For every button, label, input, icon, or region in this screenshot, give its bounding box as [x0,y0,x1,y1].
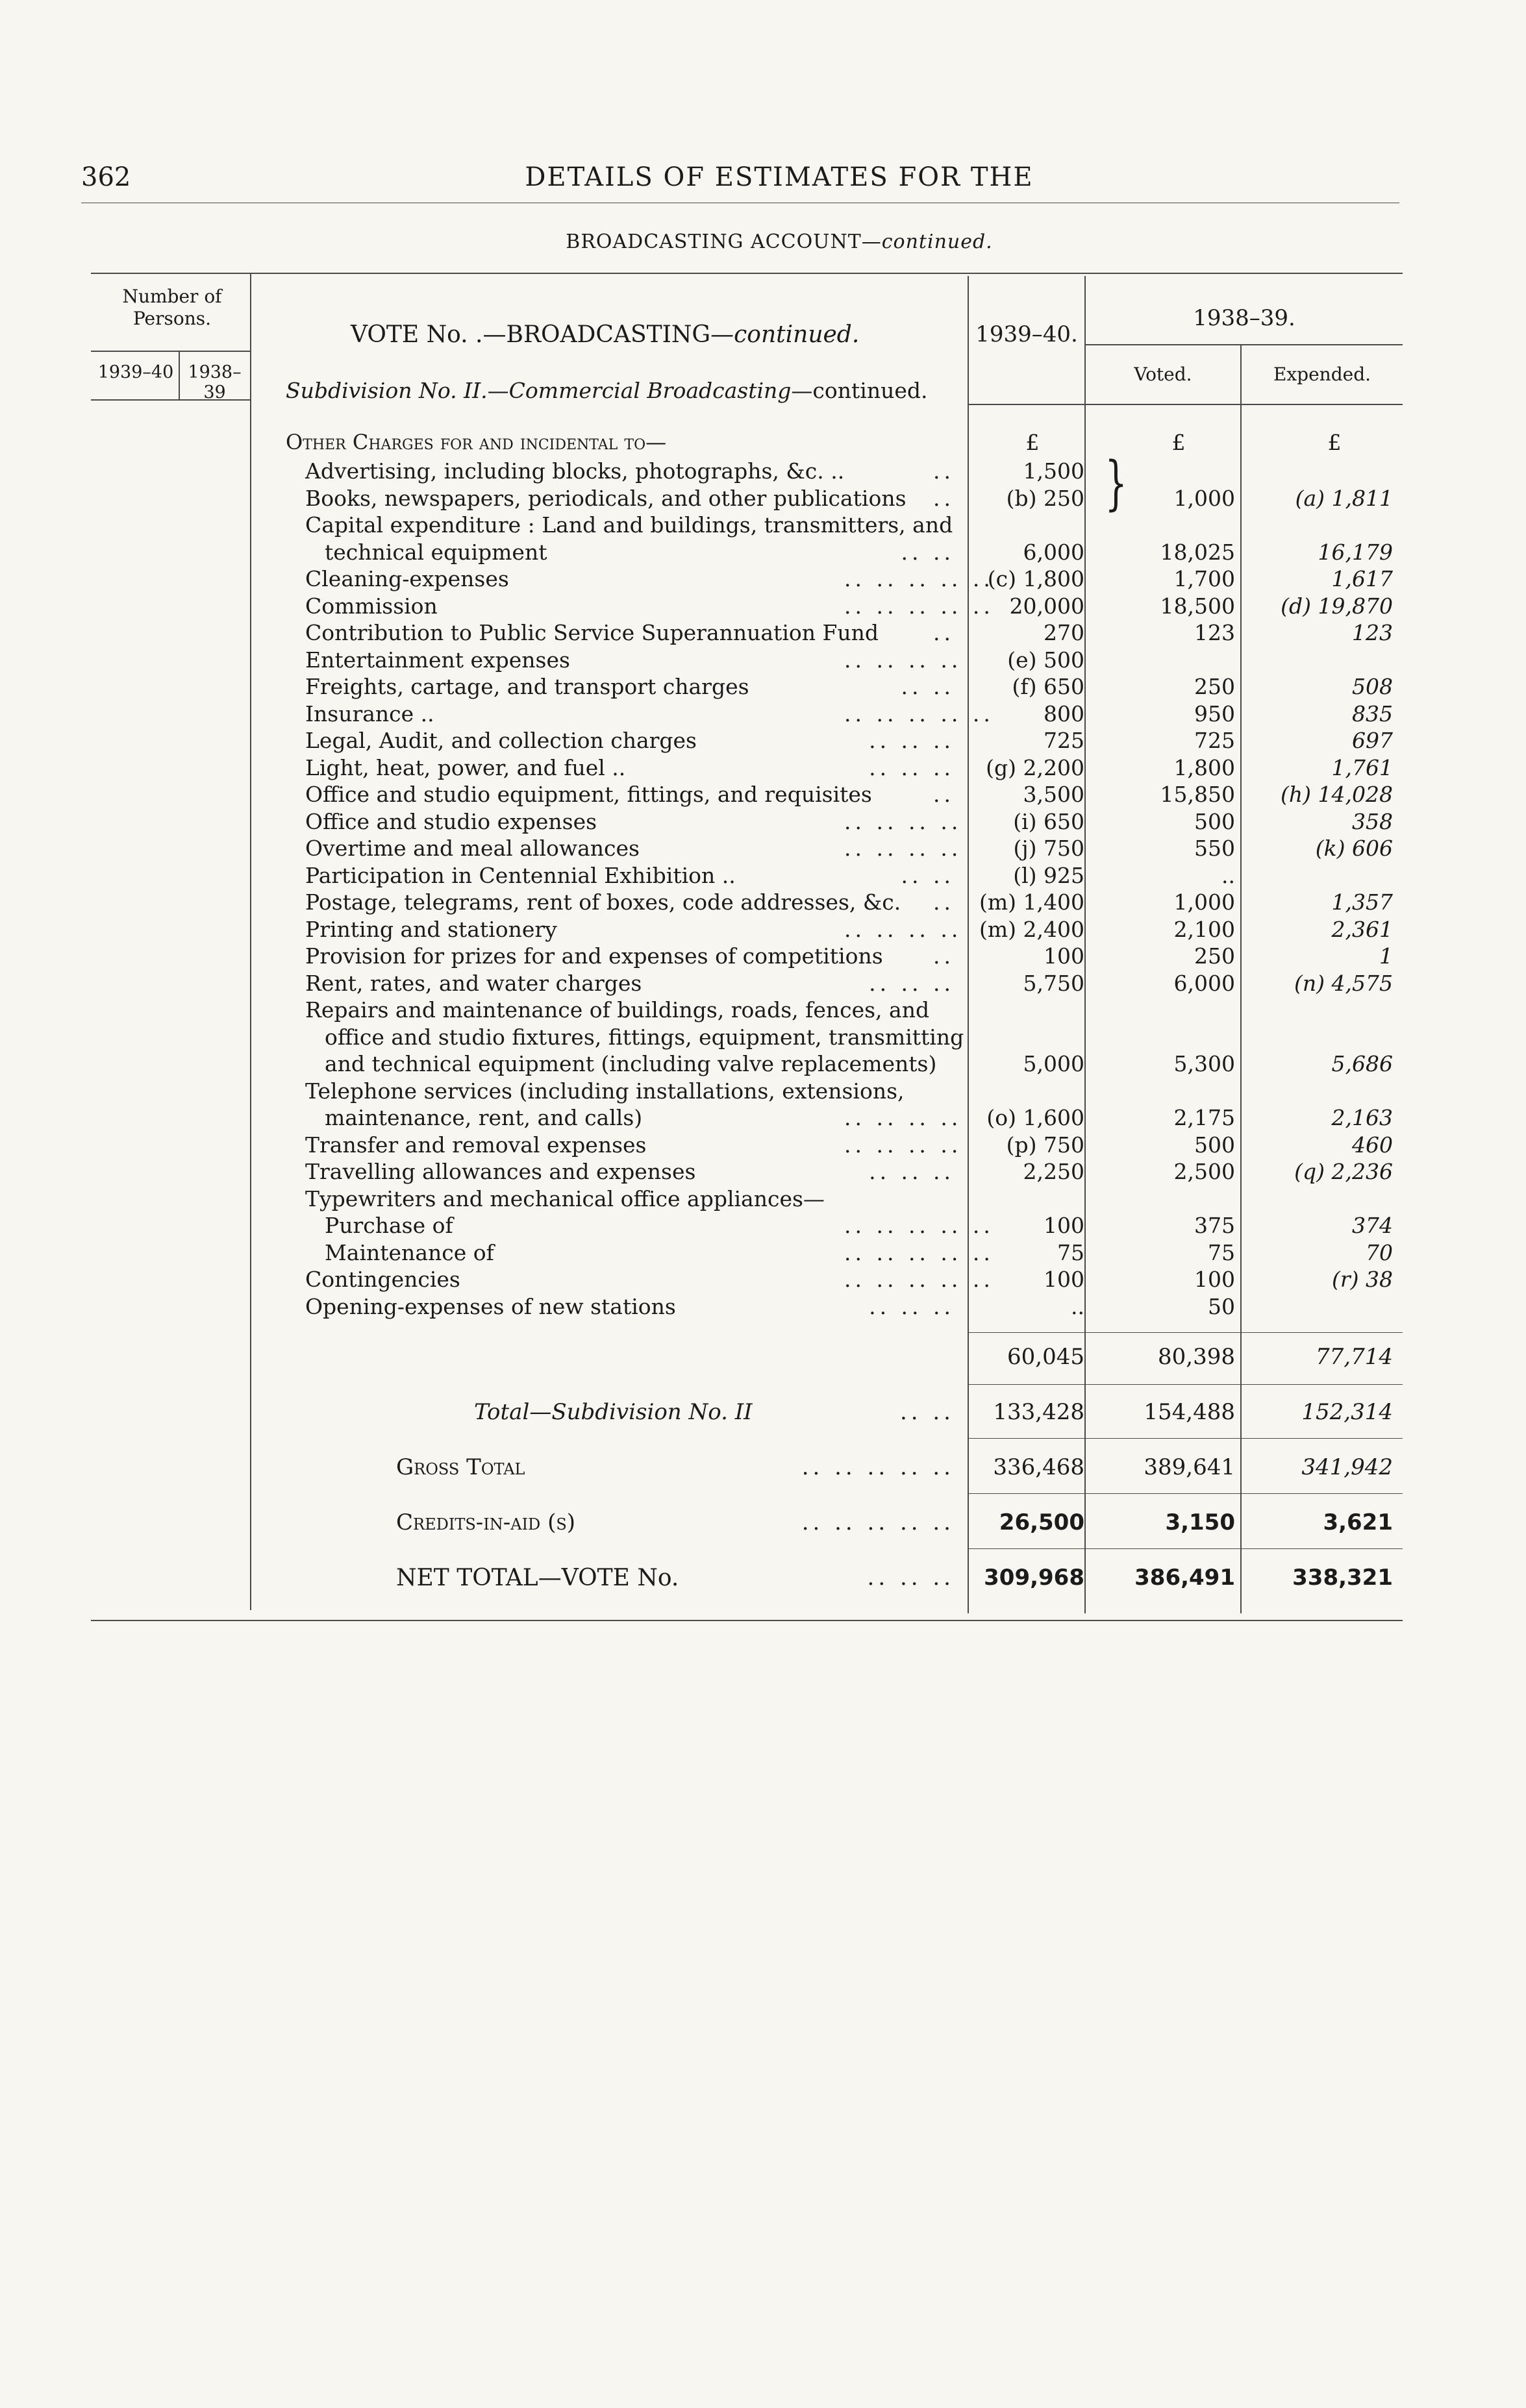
page-number: 362 [81,162,131,192]
table-row [0,1024,1526,1051]
row-amount-1939-40: (c) 1,800 [987,566,1084,591]
row-amount-voted: 50 [1208,1293,1235,1319]
row-leader-dots: .. .. .. .. .. [844,1213,994,1238]
row-description: technical equipment [325,539,547,565]
row-amount-voted: 15,850 [1160,782,1235,807]
table-row [0,1239,1526,1267]
credits-in-aid-expended: 3,621 [1323,1509,1393,1535]
row-leader-dots: .. .. .. [869,1159,955,1184]
gross-total-dots: .. .. .. .. .. [801,1454,955,1480]
net-total-dots: .. .. .. [867,1565,955,1591]
row-description: Books, newspapers, periodicals, and other publications [305,485,907,511]
credits-in-aid-dots: .. .. .. .. .. [801,1509,955,1535]
row-description: Office and studio equipment, fittings, and requisites [305,782,872,807]
subdivision-heading [286,378,927,403]
row-description: Advertising, including blocks, photographs, &c. .. [305,458,845,484]
subtotal-bottom-rule [968,1384,1403,1385]
row-amount-expended: (k) 606 [1315,836,1393,861]
row-description: Telephone services (including installations, extensions, [305,1078,905,1104]
row-leader-dots: .. [933,485,955,511]
table-row [0,1293,1526,1321]
account-title [390,230,1169,253]
table-row [0,997,1526,1024]
row-leader-dots: .. .. [901,674,955,699]
persons-col-1939-40: 1939–40 [97,362,174,382]
row-amount-1939-40: 5,750 [1023,970,1084,996]
gross-total-expended: 341,942 [1301,1454,1393,1480]
row-amount-expended: (a) 1,811 [1295,485,1393,511]
row-description: Rent, rates, and water charges [305,970,642,996]
row-leader-dots: .. .. .. .. [844,836,962,861]
section-heading: Other Charges for and incidental to— [286,430,667,454]
table-row [0,1266,1526,1293]
row-amount-voted: 1,000 [1173,485,1235,511]
row-amount-expended: 2,361 [1331,916,1393,942]
credits-in-aid-1939-40: 26,500 [999,1509,1084,1535]
row-amount-voted: 950 [1194,701,1235,726]
table-row [0,1104,1526,1132]
row-description: Typewriters and mechanical office appliances— [305,1185,825,1211]
gross-total-voted: 389,641 [1144,1454,1235,1480]
table-row [0,1050,1526,1078]
table-row [0,835,1526,862]
row-amount-voted: 100 [1194,1267,1235,1292]
persons-divider [91,351,250,352]
table-row [0,539,1526,566]
number-of-persons-header: Number of Persons. [122,286,222,329]
row-amount-1939-40: 3,500 [1023,782,1084,807]
row-amount-1939-40: (e) 500 [1007,647,1084,673]
row-amount-expended: 1,617 [1331,566,1393,591]
table-row [0,808,1526,836]
row-amount-voted: 375 [1194,1213,1235,1238]
row-leader-dots: .. [933,620,955,645]
row-description: office and studio fixtures, fittings, equipment, transmitting [325,1024,964,1050]
row-description: Repairs and maintenance of buildings, roads, fences, and [305,997,930,1023]
row-description: Travelling allowances and expenses [305,1159,696,1184]
expended-header: Expended. [1273,364,1371,385]
row-leader-dots: .. .. .. [869,970,955,996]
table-row [0,701,1526,728]
row-amount-1939-40: (f) 650 [1012,674,1084,699]
table-row [0,1158,1526,1185]
row-leader-dots: .. .. .. .. [844,808,962,834]
row-leader-dots: .. .. .. .. [844,1105,962,1130]
row-description: Light, heat, power, and fuel .. [305,754,626,780]
net-total-expended: 338,321 [1292,1565,1393,1591]
row-amount-expended: 1,357 [1331,889,1393,915]
table-row [0,485,1526,512]
row-leader-dots: .. .. .. .. .. [844,593,994,619]
row-amount-1939-40: 100 [1044,943,1084,969]
persons-col-divider [179,351,180,399]
row-amount-1939-40: 725 [1044,728,1084,753]
gross-total-label: Gross Total [396,1454,525,1480]
row-amount-expended: 1,761 [1331,754,1393,780]
subdivision-total-label: Total—Subdivision No. II [474,1399,753,1425]
running-head: DETAILS OF ESTIMATES FOR THE [525,162,1034,192]
credits-in-aid-label: Credits-in-aid (s) [396,1509,576,1535]
row-amount-1939-40: (i) 650 [1013,808,1084,834]
table-row [0,970,1526,997]
row-amount-1939-40: 5,000 [1023,1051,1084,1076]
row-amount-voted: 500 [1194,1132,1235,1158]
row-amount-expended: (d) 19,870 [1281,593,1393,619]
row-amount-1939-40: (o) 1,600 [986,1105,1084,1130]
row-leader-dots: .. .. .. .. .. [844,1239,994,1265]
row-amount-1939-40: (b) 250 [1006,485,1084,511]
row-amount-voted: 18,025 [1160,539,1235,565]
row-amount-1939-40: 75 [1057,1239,1084,1265]
subtotal-rule [968,1332,1403,1333]
row-amount-voted: 500 [1194,808,1235,834]
row-description: Freights, cartage, and transport charges [305,674,749,699]
row-amount-1939-40: (m) 2,400 [979,916,1084,942]
row-leader-dots: .. [933,782,955,807]
row-description: Legal, Audit, and collection charges [305,728,697,753]
row-description: Office and studio expenses [305,808,597,834]
currency-voted: £ [1171,430,1186,455]
voted-header: Voted. [1134,364,1192,385]
row-description: Commission [305,593,438,619]
row-amount-voted: 2,100 [1173,916,1235,942]
persons-col-1938-39: 1938–39 [188,362,242,403]
vote-title [351,321,859,348]
row-amount-1939-40: 270 [1044,620,1084,645]
row-amount-expended: 1 [1379,943,1393,969]
subdivision-heading-text: Subdivision No. II.—Commercial Broadcasting [286,378,792,403]
row-leader-dots: .. .. .. [869,1293,955,1319]
row-amount-voted: 1,800 [1173,754,1235,780]
row-amount-voted: 5,300 [1173,1051,1235,1076]
table-row [0,781,1526,808]
row-amount-1939-40: (l) 925 [1013,862,1084,888]
row-leader-dots: .. .. .. [869,728,955,753]
row-amount-expended: 508 [1352,674,1393,699]
net-total-1939-40: 309,968 [984,1565,1084,1591]
row-amount-1939-40: (p) 750 [1006,1132,1084,1158]
row-leader-dots: .. .. [901,539,955,565]
row-leader-dots: .. [933,458,955,484]
row-amount-voted: 2,500 [1173,1159,1235,1184]
vote-title-suffix: —continued. [710,321,860,348]
row-amount-expended: 460 [1352,1132,1393,1158]
subdivision-total-voted: 154,488 [1144,1399,1235,1425]
row-amount-voted: 6,000 [1173,970,1235,996]
row-leader-dots: .. .. .. .. [844,916,962,942]
row-amount-1939-40: (g) 2,200 [986,754,1084,780]
row-leader-dots: .. .. .. .. .. [844,701,994,726]
table-row [0,593,1526,620]
row-description: Contingencies [305,1267,460,1292]
header-bottom-rule [968,404,1403,405]
row-amount-1939-40: 100 [1044,1267,1084,1292]
row-leader-dots: .. .. .. .. .. [844,1267,994,1292]
row-description: Cleaning-expenses [305,566,509,591]
subtotal-expended: 77,714 [1316,1344,1393,1370]
table-row [0,619,1526,647]
row-amount-voted: 1,700 [1173,566,1235,591]
row-description: Contribution to Public Service Superannuation Fund [305,620,879,645]
row-amount-1939-40: 1,500 [1023,458,1084,484]
row-amount-expended: 374 [1352,1213,1393,1238]
table-row [0,565,1526,593]
row-description: Capital expenditure : Land and buildings, transmitters, and [305,512,953,538]
row-amount-expended: (r) 38 [1331,1267,1393,1292]
table-bottom-rule [91,1620,1403,1621]
row-amount-voted: 75 [1208,1239,1235,1265]
row-leader-dots: .. .. .. .. .. [844,566,994,591]
subdivision-total-rule [968,1438,1403,1439]
year-divider [1084,344,1403,345]
net-total-label: NET TOTAL—VOTE No. [396,1565,679,1591]
row-amount-expended: (q) 2,236 [1294,1159,1393,1184]
row-amount-voted: 725 [1194,728,1235,753]
row-description: maintenance, rent, and calls) [325,1105,643,1130]
row-description: Printing and stationery [305,916,557,942]
row-amount-1939-40: (j) 750 [1013,836,1084,861]
row-amount-1939-40: 2,250 [1023,1159,1084,1184]
currency-1939-40: £ [1025,430,1040,455]
account-title-text: BROADCASTING ACCOUNT [566,230,862,253]
row-amount-1939-40: (m) 1,400 [979,889,1084,915]
row-description: Postage, telegrams, rent of boxes, code addresses, &c. [305,889,901,915]
brace-symbol: } [1105,449,1127,517]
row-amount-voted: 123 [1194,620,1235,645]
row-description: Transfer and removal expenses [305,1132,647,1158]
row-description: Overtime and meal allowances [305,836,640,861]
row-amount-1939-40: 800 [1044,701,1084,726]
row-amount-expended: 5,686 [1331,1051,1393,1076]
row-leader-dots: .. .. .. .. [844,1132,962,1158]
year-1939-40-header: 1939–40. [975,321,1078,347]
table-row [0,1132,1526,1159]
row-amount-voted: 550 [1194,836,1235,861]
table-row [0,512,1526,539]
account-title-suffix: —continued. [861,230,993,253]
row-amount-expended: (h) 14,028 [1281,782,1393,807]
table-row [0,673,1526,701]
table-row [0,943,1526,970]
net-total-voted: 386,491 [1134,1565,1235,1591]
table-row [0,647,1526,674]
row-amount-1939-40: .. [1071,1293,1084,1319]
table-row [0,727,1526,754]
table-row [0,889,1526,916]
table-row [0,754,1526,782]
row-leader-dots: .. [933,889,955,915]
subtotal-voted: 80,398 [1158,1344,1235,1370]
table-top-rule [91,273,1403,274]
table-row [0,862,1526,889]
row-leader-dots: .. .. [901,862,955,888]
table-row [0,458,1526,485]
subdivision-total-expended: 152,314 [1301,1399,1393,1425]
subdivision-heading-suffix: —continued. [791,378,928,403]
credits-in-aid-voted: 3,150 [1165,1509,1235,1535]
row-description: Purchase of [325,1213,453,1238]
subtotal-1939-40: 60,045 [1007,1344,1084,1370]
row-description: Provision for prizes for and expenses of competitions [305,943,883,969]
row-amount-voted: 250 [1194,674,1235,699]
row-amount-expended: 70 [1366,1239,1393,1265]
row-amount-expended: 835 [1352,701,1393,726]
row-amount-voted: .. [1221,862,1235,888]
row-amount-voted: 250 [1194,943,1235,969]
table-row [0,1212,1526,1239]
row-amount-expended: 16,179 [1318,539,1393,565]
row-amount-expended: 697 [1352,728,1393,753]
year-1938-39-header: 1938–39. [1193,305,1295,331]
row-description: Participation in Centennial Exhibition .. [305,862,736,888]
row-amount-voted: 1,000 [1173,889,1235,915]
row-amount-expended: (n) 4,575 [1294,970,1393,996]
row-amount-expended: 123 [1352,620,1393,645]
row-leader-dots: .. .. .. .. [844,647,962,673]
row-description: Insurance .. [305,701,434,726]
gross-total-1939-40: 336,468 [993,1454,1084,1480]
row-description: and technical equipment (including valve replacements) [325,1051,937,1076]
row-leader-dots: .. [933,943,955,969]
row-amount-voted: 18,500 [1160,593,1235,619]
subdivision-total-1939-40: 133,428 [993,1399,1084,1425]
table-row [0,916,1526,943]
row-description: Maintenance of [325,1239,494,1265]
row-amount-expended: 358 [1352,808,1393,834]
row-description: Opening-expenses of new stations [305,1293,676,1319]
row-leader-dots: .. .. .. [869,754,955,780]
subdivision-total-dots: .. .. [899,1399,955,1425]
currency-expended: £ [1327,430,1342,455]
row-description: Entertainment expenses [305,647,570,673]
row-amount-1939-40: 100 [1044,1213,1084,1238]
table-row [0,1185,1526,1213]
row-amount-1939-40: 6,000 [1023,539,1084,565]
vote-title-text: VOTE No. .—BROADCASTING [351,321,711,348]
row-amount-1939-40: 20,000 [1009,593,1084,619]
gross-total-rule [968,1493,1403,1494]
credits-in-aid-rule [968,1548,1403,1549]
table-row [0,1078,1526,1105]
row-amount-expended: 2,163 [1331,1105,1393,1130]
row-amount-voted: 2,175 [1173,1105,1235,1130]
